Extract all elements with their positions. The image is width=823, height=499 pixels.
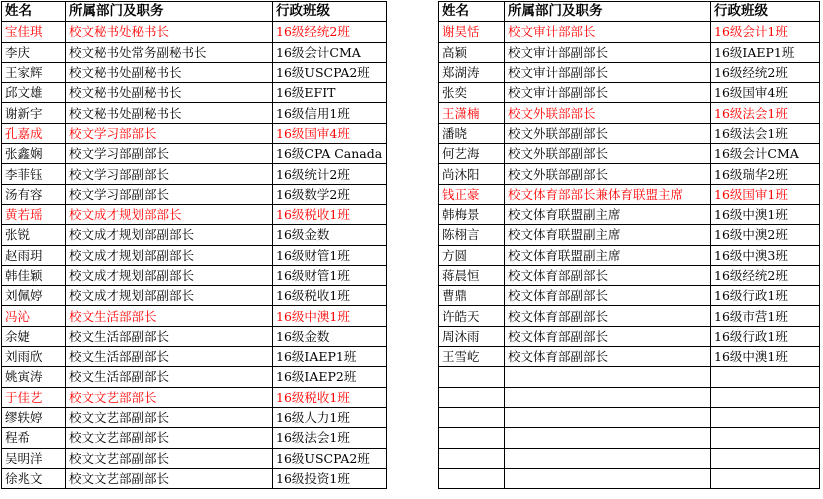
roster-table-right (438, 1, 820, 489)
cell-class[interactable]: 16级IAEP1班 (273, 347, 387, 367)
cell-class[interactable] (711, 428, 820, 448)
cell-class[interactable]: 16级财管1班 (273, 265, 387, 285)
table-row (439, 367, 820, 387)
cell-class[interactable]: 16级法会1班 (711, 103, 820, 123)
cell-name[interactable]: 王雪屹 (439, 347, 505, 367)
cell-name[interactable]: 姚寅涛 (2, 367, 66, 387)
cell-name[interactable] (439, 468, 505, 488)
cell-name[interactable]: 刘佩婷 (2, 286, 66, 306)
cell-name[interactable]: 韩梅景 (439, 204, 505, 224)
cell-dept[interactable]: 校文体育部副部长 (505, 306, 711, 326)
header-row (439, 2, 820, 22)
cell-dept[interactable]: 校文文艺部副部长 (66, 428, 273, 448)
cell-class[interactable] (711, 387, 820, 407)
cell-dept[interactable]: 校文文艺部部长 (66, 387, 273, 407)
header-row (2, 2, 387, 22)
cell-class[interactable]: 16级IAEP2班 (273, 367, 387, 387)
cell-dept[interactable]: 校文秘书处副秘书长 (66, 103, 273, 123)
cell-name[interactable]: 缪轶婷 (2, 407, 66, 427)
cell-dept[interactable]: 校文成才规划部副部长 (66, 286, 273, 306)
cell-class[interactable]: 16级法会1班 (273, 428, 387, 448)
cell-dept[interactable] (505, 407, 711, 427)
cell-class[interactable] (711, 468, 820, 488)
cell-dept[interactable]: 校文秘书处副秘书长 (66, 83, 273, 103)
cell-dept[interactable]: 校文审计部副部长 (505, 42, 711, 62)
cell-name[interactable]: 李菲钰 (2, 164, 66, 184)
cell-class[interactable]: 16级中澳2班 (711, 225, 820, 245)
cell-name[interactable]: 钱正豪 (439, 184, 505, 204)
cell-dept[interactable]: 校文秘书处秘书长 (66, 22, 273, 42)
cell-name[interactable]: 刘雨欣 (2, 347, 66, 367)
table-row (2, 428, 387, 448)
cell-name[interactable]: 蒋晨恒 (439, 265, 505, 285)
cell-dept[interactable]: 校文体育部部长兼体育联盟主席 (505, 184, 711, 204)
cell-dept[interactable]: 校文成才规划部副部长 (66, 245, 273, 265)
header-class[interactable]: 行政班级 (711, 2, 820, 22)
cell-name[interactable]: 宝佳琪 (2, 22, 66, 42)
table-row (439, 448, 820, 468)
table-row (439, 428, 820, 448)
cell-name[interactable] (439, 448, 505, 468)
table-row (2, 42, 387, 62)
cell-name[interactable]: 高颖 (439, 42, 505, 62)
cell-dept[interactable]: 校文秘书处副秘书长 (66, 62, 273, 82)
cell-class[interactable]: 16级行政1班 (711, 286, 820, 306)
table-row (2, 184, 387, 204)
header-dept[interactable]: 所属部门及职务 (66, 2, 273, 22)
cell-name[interactable]: 赵雨玥 (2, 245, 66, 265)
cell-dept[interactable]: 校文学习部副部长 (66, 144, 273, 164)
cell-name[interactable]: 谢新宇 (2, 103, 66, 123)
cell-class[interactable]: 16级财管1班 (273, 245, 387, 265)
header-name[interactable]: 姓名 (439, 2, 505, 22)
cell-dept[interactable]: 校文学习部部长 (66, 123, 273, 143)
cell-dept[interactable]: 校文文艺部副部长 (66, 407, 273, 427)
cell-name[interactable]: 方圆 (439, 245, 505, 265)
cell-name[interactable]: 曹鼎 (439, 286, 505, 306)
cell-dept[interactable] (505, 367, 711, 387)
table-row (2, 306, 387, 326)
cell-class[interactable]: 16级国审4班 (273, 123, 387, 143)
table-row (2, 448, 387, 468)
cell-class[interactable]: 16级税收1班 (273, 204, 387, 224)
table-row (2, 468, 387, 488)
cell-name[interactable]: 孔嘉成 (2, 123, 66, 143)
cell-class[interactable]: 16级人力1班 (273, 407, 387, 427)
cell-class[interactable]: 16级会计CMA (273, 42, 387, 62)
cell-class[interactable]: 16级金数 (273, 326, 387, 346)
cell-class[interactable]: 16级数学2班 (273, 184, 387, 204)
cell-dept[interactable] (505, 448, 711, 468)
cell-class[interactable]: 16级中澳1班 (711, 204, 820, 224)
cell-class[interactable]: 16级会计1班 (711, 22, 820, 42)
table-row (439, 387, 820, 407)
cell-name[interactable]: 韩佳颖 (2, 265, 66, 285)
table-row (2, 326, 387, 346)
cell-dept[interactable]: 校文体育联盟副主席 (505, 204, 711, 224)
cell-class[interactable]: 16级CPA Canada (273, 144, 387, 164)
cell-dept[interactable]: 校文生活部副部长 (66, 347, 273, 367)
table-row (2, 286, 387, 306)
cell-name[interactable]: 周沐雨 (439, 326, 505, 346)
cell-dept[interactable]: 校文外联部副部长 (505, 164, 711, 184)
cell-dept[interactable]: 校文外联部副部长 (505, 123, 711, 143)
cell-class[interactable]: 16级中澳3班 (711, 245, 820, 265)
cell-class[interactable]: 16级国审1班 (711, 184, 820, 204)
cell-dept[interactable]: 校文成才规划部副部长 (66, 225, 273, 245)
table-row (2, 347, 387, 367)
cell-name[interactable] (439, 428, 505, 448)
cell-dept[interactable]: 校文生活部副部长 (66, 367, 273, 387)
table-row (2, 103, 387, 123)
table-row (2, 144, 387, 164)
cell-class[interactable]: 16级会计CMA (711, 144, 820, 164)
cell-class[interactable]: 16级USCPA2班 (273, 448, 387, 468)
header-class[interactable]: 行政班级 (273, 2, 387, 22)
cell-class[interactable]: 16级瑞华2班 (711, 164, 820, 184)
cell-class[interactable]: 16级税收1班 (273, 286, 387, 306)
cell-name[interactable]: 徐兆文 (2, 468, 66, 488)
cell-class[interactable]: 16级经统2班 (711, 265, 820, 285)
table-row (439, 407, 820, 427)
table-row (439, 123, 820, 143)
table-row (2, 62, 387, 82)
cell-name[interactable]: 郑湖涛 (439, 62, 505, 82)
cell-class[interactable] (711, 367, 820, 387)
table-row (2, 265, 387, 285)
cell-dept[interactable]: 校文成才规划部部长 (66, 204, 273, 224)
cell-dept[interactable]: 校文生活部副部长 (66, 326, 273, 346)
cell-dept[interactable]: 校文秘书处常务副秘书长 (66, 42, 273, 62)
cell-name[interactable]: 王家辉 (2, 62, 66, 82)
cell-name[interactable]: 李庆 (2, 42, 66, 62)
table-row (2, 225, 387, 245)
cell-name[interactable]: 张奕 (439, 83, 505, 103)
cell-name[interactable]: 尚沐阳 (439, 164, 505, 184)
cell-class[interactable]: 16级投资1班 (273, 468, 387, 488)
cell-name[interactable]: 邱文雄 (2, 83, 66, 103)
cell-dept[interactable]: 校文体育部副部长 (505, 265, 711, 285)
cell-class[interactable]: 16级市营1班 (711, 306, 820, 326)
table-row (439, 468, 820, 488)
table-row (439, 326, 820, 346)
table-row (2, 83, 387, 103)
cell-class[interactable]: 16级行政1班 (711, 326, 820, 346)
cell-name[interactable]: 张鑫娴 (2, 144, 66, 164)
cell-class[interactable]: 16级国审4班 (711, 83, 820, 103)
cell-dept[interactable]: 校文文艺部副部长 (66, 448, 273, 468)
header-name[interactable]: 姓名 (2, 2, 66, 22)
cell-name[interactable]: 王潇楠 (439, 103, 505, 123)
roster-table-left (1, 1, 387, 489)
table-row (439, 83, 820, 103)
cell-name[interactable]: 潘晓 (439, 123, 505, 143)
cell-dept[interactable]: 校文成才规划部副部长 (66, 265, 273, 285)
cell-dept[interactable]: 校文体育联盟副主席 (505, 245, 711, 265)
cell-name[interactable] (439, 367, 505, 387)
table-row (439, 22, 820, 42)
table-row (2, 245, 387, 265)
table-row (2, 123, 387, 143)
table-row (439, 164, 820, 184)
cell-dept[interactable]: 校文学习部副部长 (66, 164, 273, 184)
cell-class[interactable]: 16级中澳1班 (273, 306, 387, 326)
cell-dept[interactable]: 校文文艺部副部长 (66, 468, 273, 488)
table-row (439, 103, 820, 123)
cell-class[interactable]: 16级EFIT (273, 83, 387, 103)
cell-name[interactable] (439, 387, 505, 407)
cell-class[interactable]: 16级信用1班 (273, 103, 387, 123)
cell-name[interactable]: 陈栩言 (439, 225, 505, 245)
table-row (439, 306, 820, 326)
cell-class[interactable]: 16级统计2班 (273, 164, 387, 184)
table-row (439, 204, 820, 224)
cell-name[interactable]: 程希 (2, 428, 66, 448)
cell-name[interactable]: 谢昊恬 (439, 22, 505, 42)
table-row (2, 367, 387, 387)
table-row (439, 42, 820, 62)
cell-dept[interactable] (505, 387, 711, 407)
cell-dept[interactable]: 校文外联部副部长 (505, 144, 711, 164)
cell-dept[interactable]: 校文体育联盟副主席 (505, 225, 711, 245)
cell-class[interactable]: 16级IAEP1班 (711, 42, 820, 62)
cell-class[interactable] (711, 448, 820, 468)
table-row (439, 62, 820, 82)
table-row (439, 225, 820, 245)
cell-name[interactable]: 黄若瑶 (2, 204, 66, 224)
header-dept[interactable]: 所属部门及职务 (505, 2, 711, 22)
table-row (2, 164, 387, 184)
cell-class[interactable] (711, 407, 820, 427)
cell-name[interactable]: 汤有容 (2, 184, 66, 204)
cell-name[interactable]: 冯沁 (2, 306, 66, 326)
cell-class[interactable]: 16级经统2班 (711, 62, 820, 82)
table-row (2, 22, 387, 42)
table-row (439, 347, 820, 367)
table-row (439, 184, 820, 204)
cell-name[interactable] (439, 407, 505, 427)
cell-class[interactable]: 16级金数 (273, 225, 387, 245)
cell-dept[interactable]: 校文审计部副部长 (505, 62, 711, 82)
cell-dept[interactable]: 校文审计部部长 (505, 22, 711, 42)
cell-dept[interactable]: 校文外联部部长 (505, 103, 711, 123)
cell-class[interactable]: 16级法会1班 (711, 123, 820, 143)
table-row (2, 407, 387, 427)
cell-name[interactable]: 许皓天 (439, 306, 505, 326)
cell-class[interactable]: 16级经统2班 (273, 22, 387, 42)
cell-name[interactable]: 于佳艺 (2, 387, 66, 407)
cell-dept[interactable] (505, 468, 711, 488)
table-row (439, 245, 820, 265)
table-row (439, 265, 820, 285)
cell-dept[interactable]: 校文审计部副部长 (505, 83, 711, 103)
cell-name[interactable]: 张锐 (2, 225, 66, 245)
table-row (2, 387, 387, 407)
table-row (2, 204, 387, 224)
cell-dept[interactable] (505, 428, 711, 448)
cell-dept[interactable]: 校文体育部副部长 (505, 286, 711, 306)
table-row (439, 286, 820, 306)
cell-dept[interactable]: 校文体育部副部长 (505, 347, 711, 367)
cell-class[interactable]: 16级USCPA2班 (273, 62, 387, 82)
cell-name[interactable]: 吴明洋 (2, 448, 66, 468)
cell-dept[interactable]: 校文生活部部长 (66, 306, 273, 326)
cell-class[interactable]: 16级中澳1班 (711, 347, 820, 367)
cell-class[interactable]: 16级税收1班 (273, 387, 387, 407)
cell-name[interactable]: 余婕 (2, 326, 66, 346)
cell-dept[interactable]: 校文学习部副部长 (66, 184, 273, 204)
cell-dept[interactable]: 校文体育部副部长 (505, 326, 711, 346)
cell-name[interactable]: 何艺海 (439, 144, 505, 164)
table-row (439, 144, 820, 164)
